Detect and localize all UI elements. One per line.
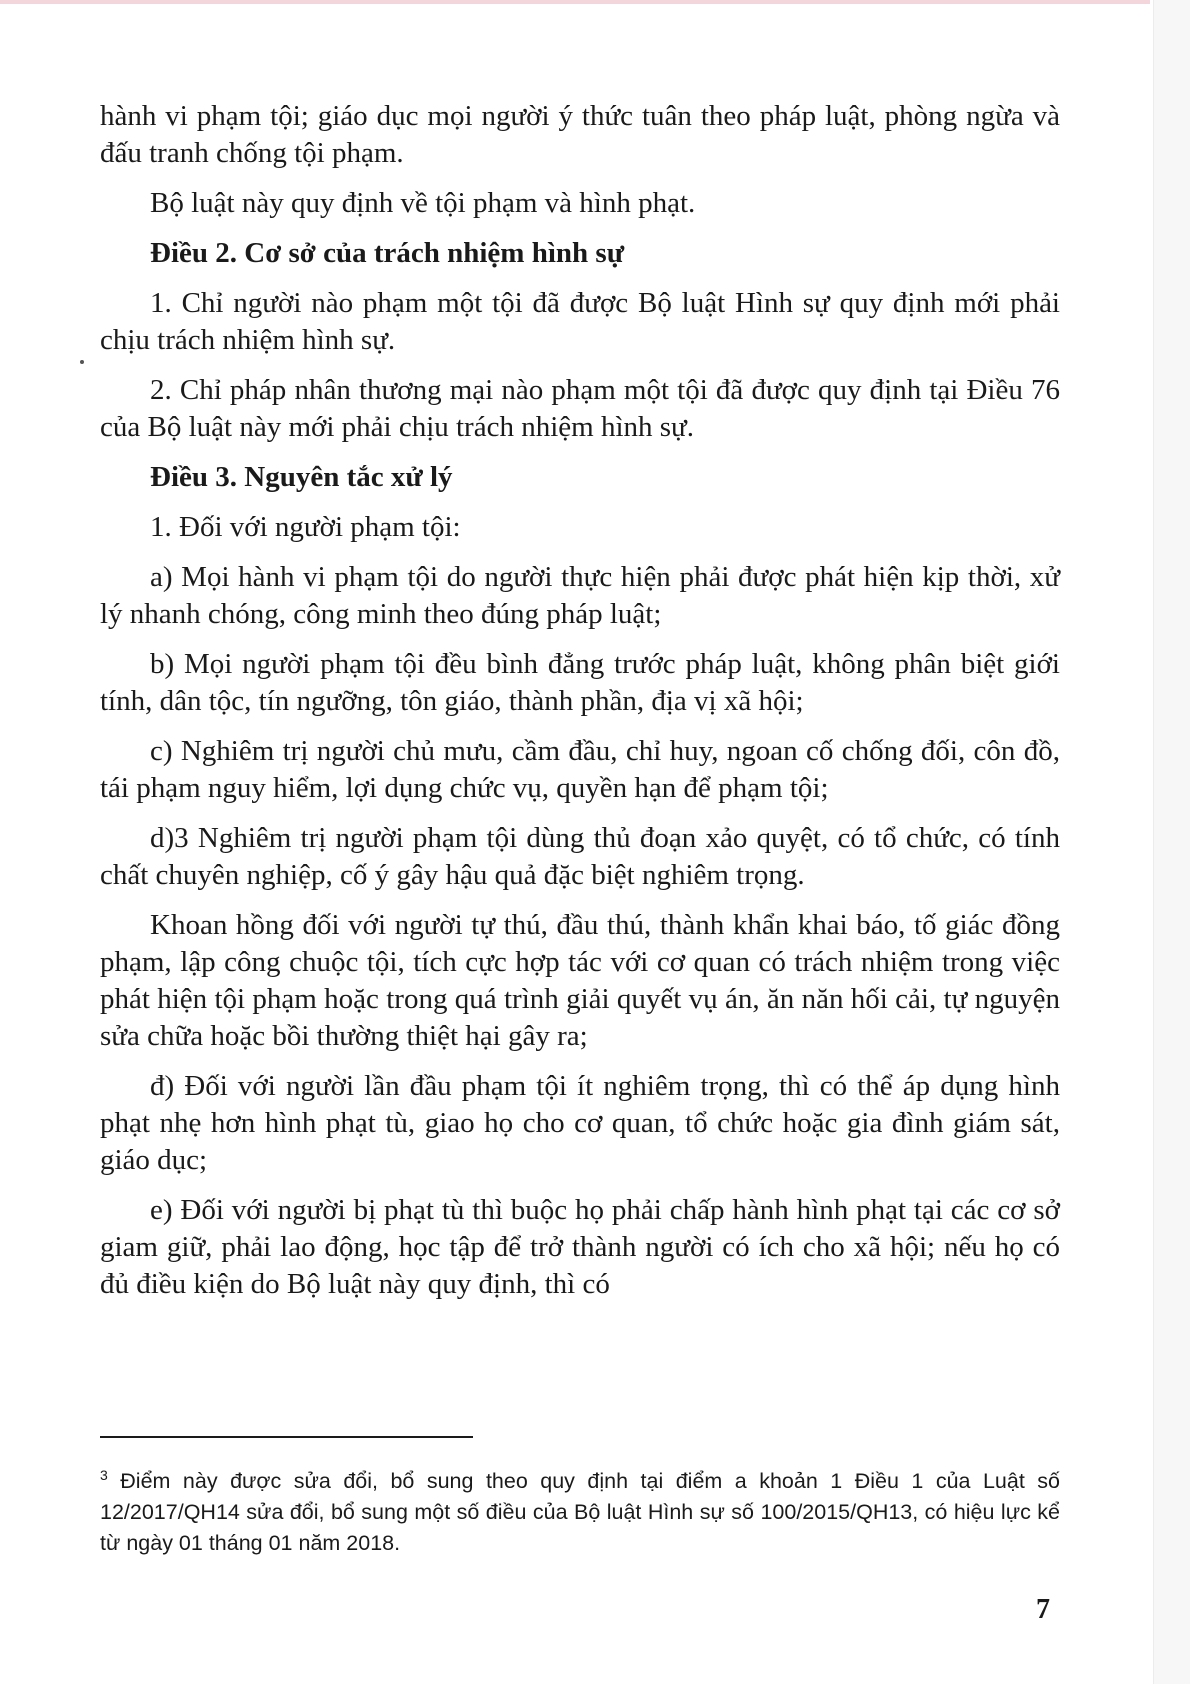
article-3-point-dd: đ) Đối với người lần đầu phạm tội ít nghiêm trọng, thì có thể áp dụng hình phạt nhẹ hơn hình phạt tù, giao họ cho cơ quan, tổ chức hoặc gia đình giám sát, giáo dục; [100,1070,1060,1176]
article-3-point-d: d)3 Nghiêm trị người phạm tội dùng thủ đoạn xảo quyệt, có tổ chức, có tính chất chuyên nghiệp, cố ý gây hậu quả đặc biệt nghiêm trọng. [100,822,1060,891]
article-3-point-b: b) Mọi người phạm tội đều bình đẳng trước pháp luật, không phân biệt giới tính, dân tộc, tín ngưỡng, tôn giáo, thành phần, địa vị xã hội; [100,648,1060,717]
article-3-heading: Điều 3. Nguyên tắc xử lý [150,461,453,493]
article-2-clause-2: 2. Chỉ pháp nhân thương mại nào phạm một tội đã được quy định tại Điều 76 của Bộ luật này mới phải chịu trách nhiệm hình sự. [100,374,1060,443]
article-3-point-c: c) Nghiêm trị người chủ mưu, cầm đầu, chỉ huy, ngoan cố chống đối, côn đồ, tái phạm nguy hiểm, lợi dụng chức vụ, quyền hạn để phạm tội; [100,735,1060,804]
article-2-heading: Điều 2. Cơ sở của trách nhiệm hình sự [150,237,625,269]
page-right-margin [1153,0,1190,1684]
page-top-edge [0,0,1150,4]
leniency-paragraph: Khoan hồng đối với người tự thú, đầu thú, thành khẩn khai báo, tố giác đồng phạm, lập công chuộc tội, tích cực hợp tác với cơ quan có trách nhiệm trong việc phát hiện tội phạm hoặc trong quá trình giải quyết vụ án, ăn năn hối cải, tự nguyện sửa chữa hoặc bồi thường thiệt hại gây ra; [100,909,1060,1052]
article-3-point-e: e) Đối với người bị phạt tù thì buộc họ phải chấp hành hình phạt tại các cơ sở giam giữ, phải lao động, học tập để trở thành người có ích cho xã hội; nếu họ có đủ điều kiện do Bộ luật này quy định, thì có [100,1194,1060,1300]
page-number: 7 [1036,1594,1050,1625]
article-3-clause-1: 1. Đối với người phạm tội: [150,511,461,543]
footnote-text: Điểm này được sửa đổi, bổ sung theo quy định tại điểm a khoản 1 Điều 1 của Luật số 12/2017/QH14 sửa đổi, bổ sung một số điều của Bộ luật Hình sự số 100/2015/QH13, có hiệu lực kể từ ngày 01 tháng 01 năm 2018. [100,1469,1060,1555]
footnote-marker: 3 [100,1467,108,1483]
article-3-point-a: a) Mọi hành vi phạm tội do người thực hiện phải được phát hiện kịp thời, xử lý nhanh chóng, công minh theo đúng pháp luật; [100,561,1060,630]
page-body [100,98,1060,1316]
paragraph-scope: Bộ luật này quy định về tội phạm và hình phạt. [150,187,696,219]
article-2-clause-1: 1. Chỉ người nào phạm một tội đã được Bộ luật Hình sự quy định mới phải chịu trách nhiệm hình sự. [100,287,1060,356]
footnote-separator [100,1436,473,1438]
paragraph-continuation: hành vi phạm tội; giáo dục mọi người ý thức tuân theo pháp luật, phòng ngừa và đấu tranh chống tội phạm. [100,100,1060,169]
scan-speck [80,360,84,364]
footnote [100,1460,1060,1559]
